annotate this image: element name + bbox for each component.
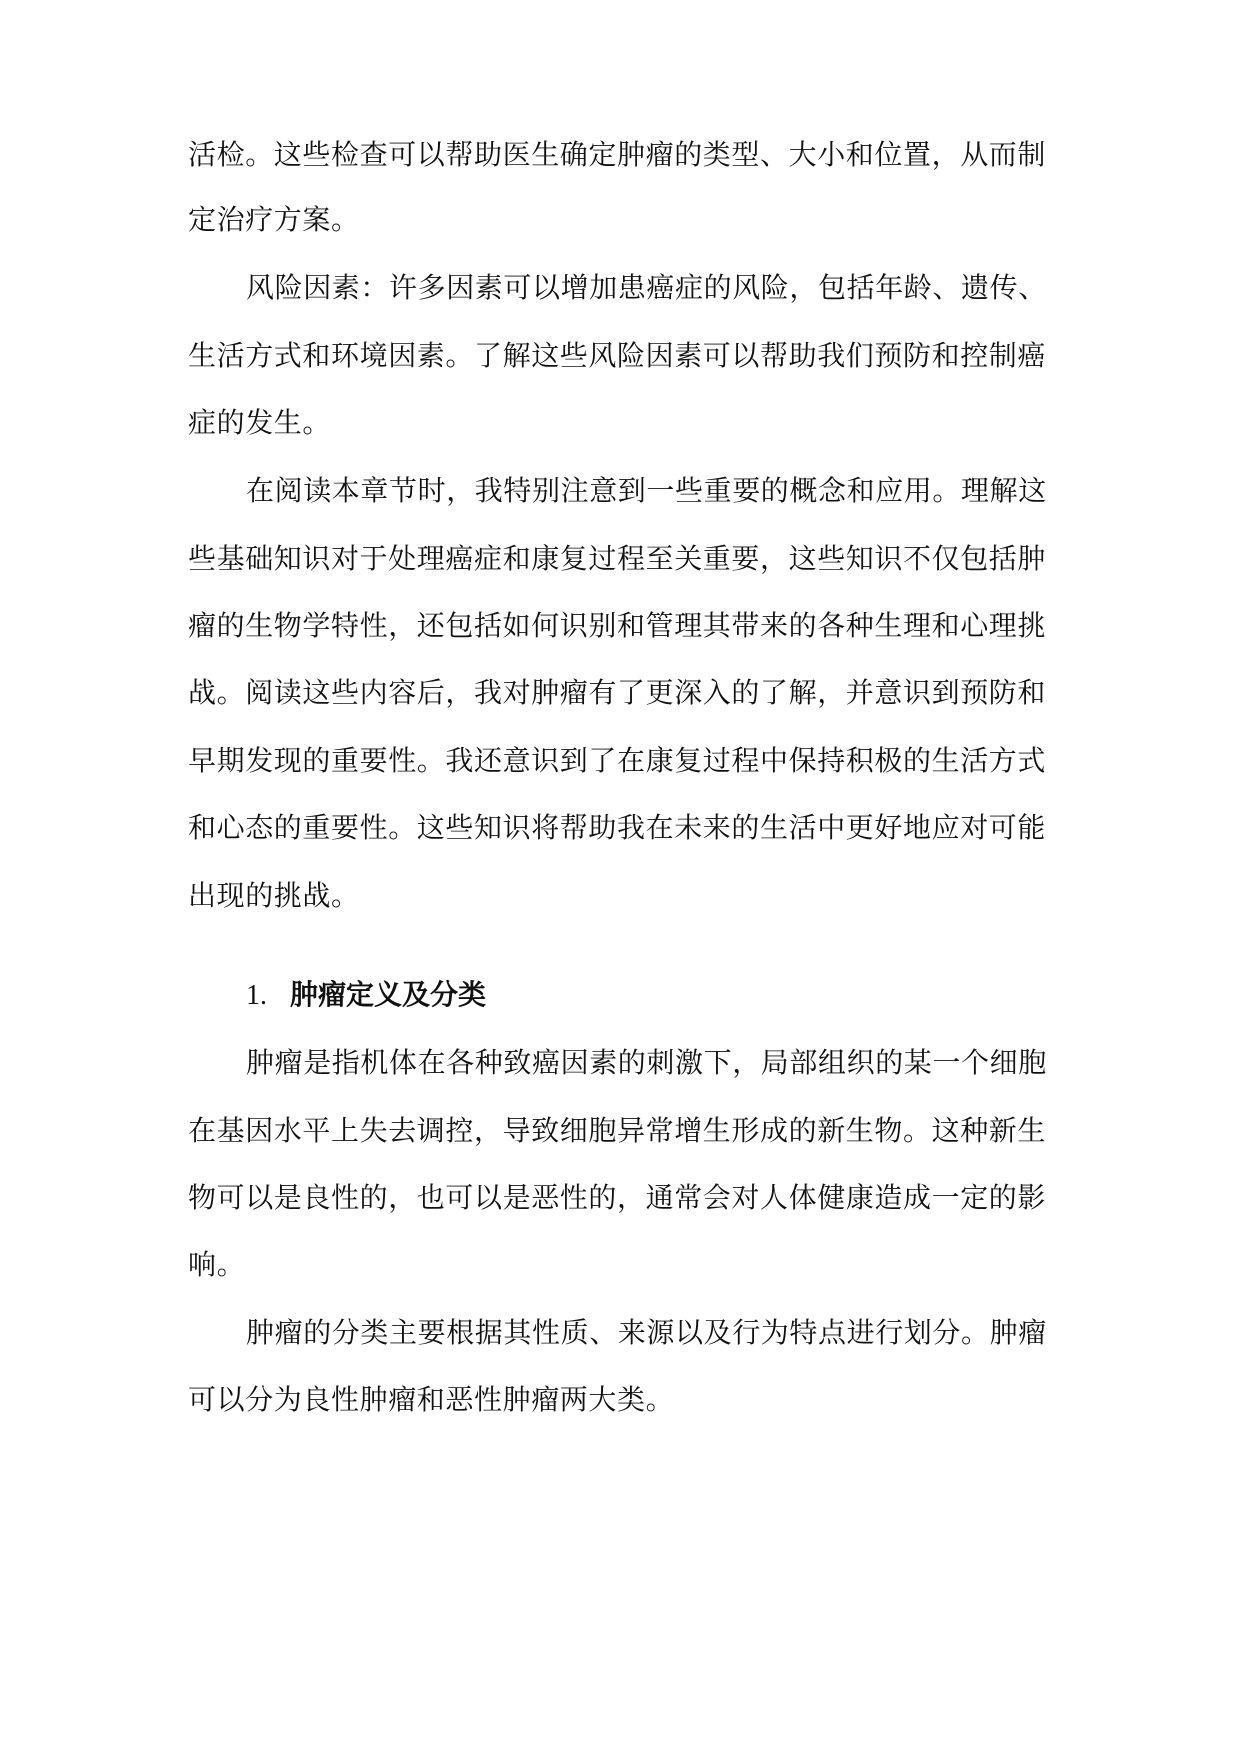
body-text-line: 症的发生。 <box>188 406 332 439</box>
section-number: 1. <box>246 980 267 1011</box>
body-text-line: 活检。这些检查可以帮助医生确定肿瘤的类型、大小和位置，从而制 <box>188 138 1047 171</box>
body-text-line: 定治疗方案。 <box>188 203 360 236</box>
body-text-line: 战。阅读这些内容后，我对肿瘤有了更深入的了解，并意识到预防和 <box>188 676 1047 709</box>
section-heading <box>246 975 486 1015</box>
body-text-line: 瘤的生物学特性，还包括如何识别和管理其带来的各种生理和心理挑 <box>188 609 1047 642</box>
body-text-line: 些基础知识对于处理癌症和康复过程至关重要，这些知识不仅包括肿 <box>188 542 1047 575</box>
paragraph-first-line: 肿瘤是指机体在各种致癌因素的刺激下，局部组织的某一个细胞 <box>246 1046 1047 1079</box>
body-text-line: 在基因水平上失去调控，导致细胞异常增生形成的新生物。这种新生 <box>188 1114 1047 1147</box>
paragraph-first-line: 风险因素：许多因素可以增加患癌症的风险，包括年龄、遗传、 <box>246 271 1047 304</box>
body-text-line: 早期发现的重要性。我还意识到了在康复过程中保持积极的生活方式 <box>188 744 1047 777</box>
section-title: 肿瘤定义及分类 <box>290 978 487 1011</box>
body-text-line: 生活方式和环境因素。了解这些风险因素可以帮助我们预防和控制癌 <box>188 339 1047 372</box>
body-text-line: 和心态的重要性。这些知识将帮助我在未来的生活中更好地应对可能 <box>188 811 1047 844</box>
body-text-line: 出现的挑战。 <box>188 879 360 912</box>
paragraph-first-line: 在阅读本章节时，我特别注意到一些重要的概念和应用。理解这 <box>246 474 1047 507</box>
body-text-line: 物可以是良性的，也可以是恶性的，通常会对人体健康造成一定的影 <box>188 1181 1047 1214</box>
body-text-line: 响。 <box>188 1248 246 1281</box>
paragraph-first-line: 肿瘤的分类主要根据其性质、来源以及行为特点进行划分。肿瘤 <box>246 1316 1047 1349</box>
body-text-line: 可以分为良性肿瘤和恶性肿瘤两大类。 <box>188 1383 675 1416</box>
